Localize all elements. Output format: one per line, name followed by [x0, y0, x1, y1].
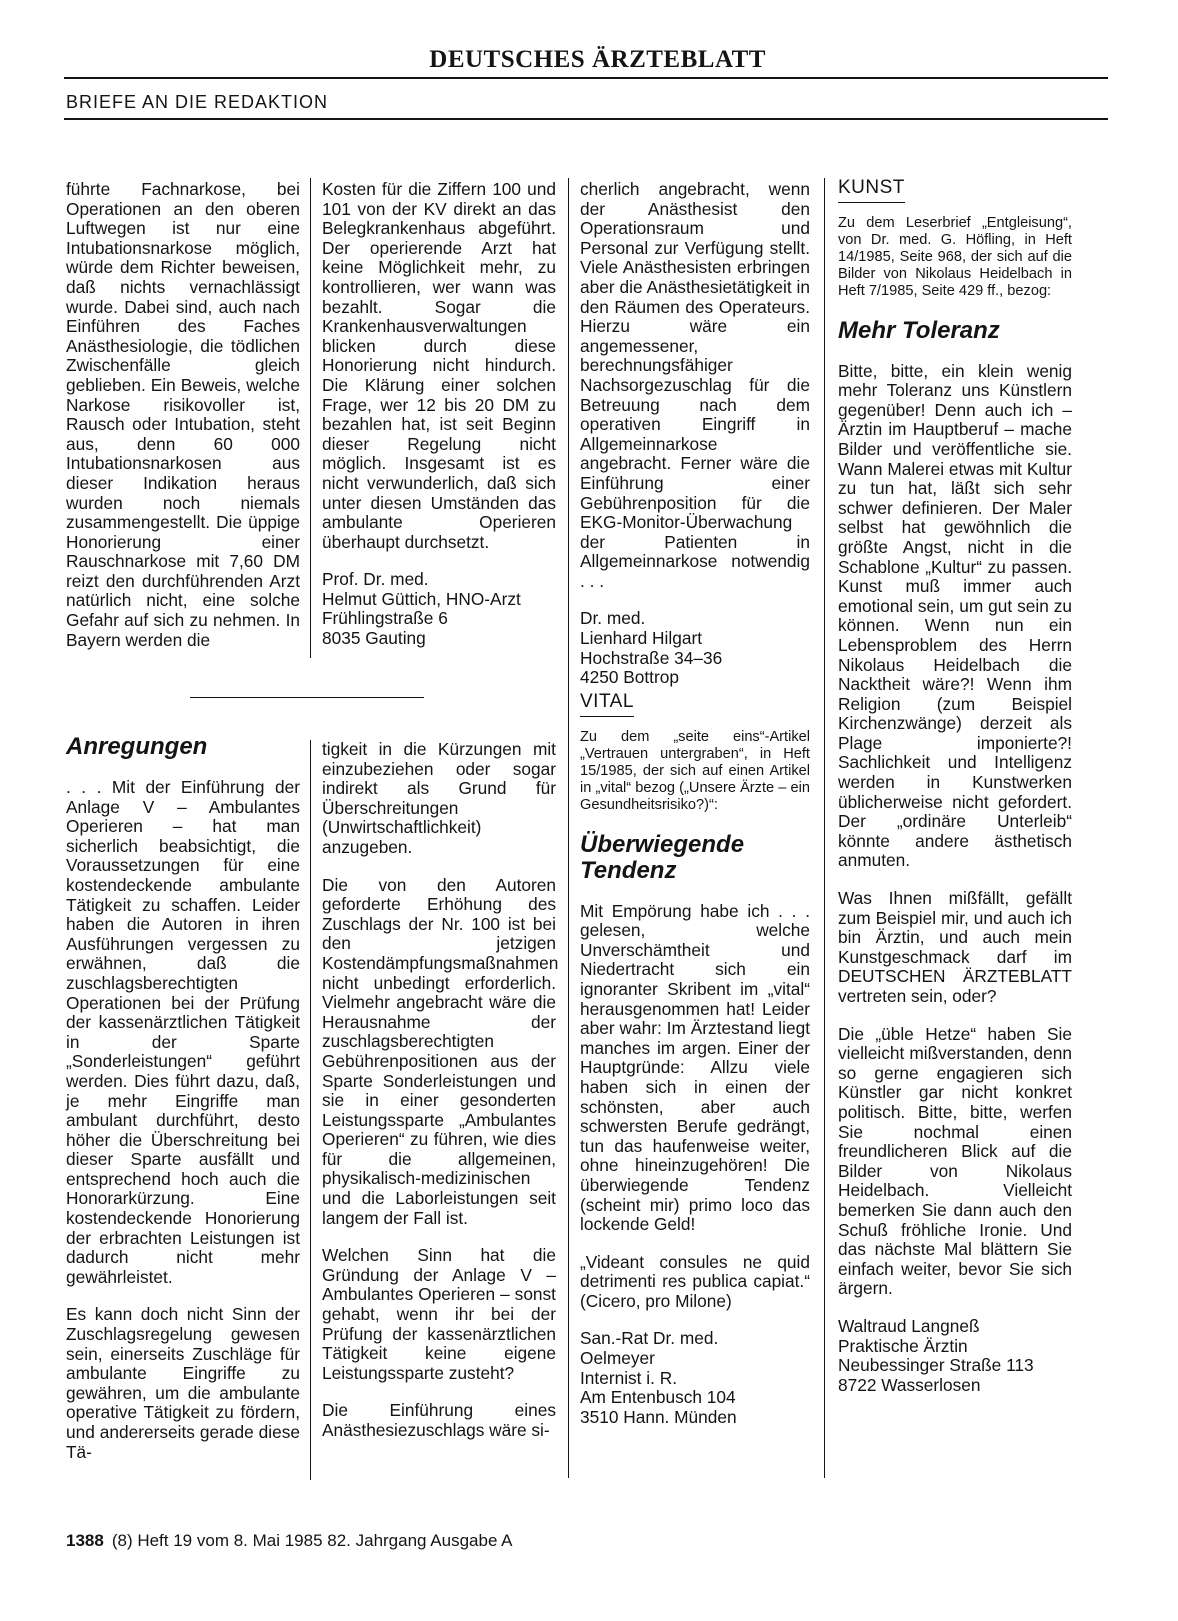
intro-kunst: Zu dem Leserbrief „Entgleisung“, von Dr. med. G. Höfling, in Heft 14/1985, Seite 968, der sich auf die Bilder von Nikolaus Heidelbach in Heft 7/1985, Seite 429 ff., bezog: — [838, 214, 1072, 299]
column-1-top — [66, 180, 300, 668]
signature: San.-Rat Dr. med. Oelmeyer Internist i. R. Am Entenbusch 104 3510 Hann. Münden — [580, 1328, 737, 1427]
column-divider — [568, 178, 569, 1478]
column-divider — [310, 740, 311, 1480]
letter-vital: VITAL Zu dem „seite eins“-Artikel „Vertrauen untergraben“, in Heft 15/1985, der sich auf einen Artikel in „vital“ bezog („Unsere Ärzte – ein Gesundheitsrisiko?)“: Überwiegende Tendenz Mit Empörung habe ich . . . gelesen, welche Unverschämtheit und Niedertracht sich ein ignoranter Skribent im „vital“ herausgenommen hat! Leider aber wahr: Im Ärztestand liegt manches im argen. Einer der Hauptgründe: Allzu viele haben sich in einen der schönsten, aber auch schwersten Berufe gedrängt, tun das haufenweise weiter, ohne hineinzugehören! Die überwiegende Tendenz (scheint mir) primo loco das lockende Geld! „Videant consules ne quid detrimenti res publica capiat.“ (Cicero, pro Milone) San.-Rat Dr. med. Oelmeyer Internist i. R. Am Entenbusch 104 3510 Hann. Münden — [580, 691, 810, 1427]
intro-vital: Zu dem „seite eins“-Artikel „Vertrauen untergraben“, in Heft 15/1985, der sich auf einen Artikel in „vital“ bezog („Unsere Ärzte – ein Gesundheitsrisiko?)“: — [580, 728, 810, 813]
masthead-rule — [64, 77, 1108, 79]
letter-kunst: KUNST Zu dem Leserbrief „Entgleisung“, von Dr. med. G. Höfling, in Heft 14/1985, Seite 968, der sich auf die Bilder von Nikolaus Heidelbach in Heft 7/1985, Seite 429 ff., bezog: Mehr Toleranz Bitte, bitte, ein klein wenig mehr Toleranz uns Künstlern gegenüber! Denn auch ich – Ärztin im Hauptberuf – mache Bilder und veröffentliche sie. Wann Malerei etwas mit Kultur zu tun hat, läßt sich sehr schwer definieren. Der Maler selbst hat gewöhnlich die größte Angst, nicht in die Schablone „Kultur“ zu passen. Kunst muß immer auch emotional sein, um gut sein zu können. Wenn nun ein Lebensproblem des Herrn Nikolaus Heidelbach die Nacktheit wäre?! Wenn ihm Religion (zum Beispiel Kirchenzwänge) derzeit als Plage imponierte?! Sachlichkeit und Intelligenz werden in Kunstwerken üblicherweise nicht gefordert. Der „ordinäre Unterleib“ könnte andere ästhetisch anmuten. Was Ihnen mißfällt, gefällt zum Beispiel mir, und auch ich bin Ärztin, und auch mein Kunstgeschmack darf im DEUTSCHEN ÄRZTEBLATT vertreten sein, oder? Die „üble Hetze“ haben Sie vielleicht mißverstanden, denn so gerne engagieren sich Künstler gar nicht konkret politisch. Bitte, bitte, werfen Sie nochmal einen freundlicheren Blick auf die Bilder von Nikolaus Heidelbach. Vielleicht bemerken Sie dann auch den Schuß fröhliche Ironie. Und das nächste Mal blättern Sie einfach weiter, bevor Sie sich ärgern. Waltraud Langneß Praktische Ärztin Neubessinger Straße 113 8722 Wasserlosen — [838, 177, 1072, 1395]
masthead-title: DEUTSCHES ÄRZTEBLATT — [429, 46, 766, 73]
headline-kunst: Mehr Toleranz — [838, 316, 1000, 344]
letter-text: cherlich angebracht, wenn der Anästhesist den Operationsraum und Personal zur Verfügung stellt. Viele Anästhesisten erbringen aber die Anästhesietätigkeit in den Räumen des Operateurs. Hierzu wäre ein angemessener, berechnungsfähiger Nachsorgezuschlag für die Betreuung nach dem operativen Eingriff in Allgemeinnarkose angebracht. Ferner wäre die Einführung einer Gebührenposition für die EKG-Monitor-Überwachung der Patienten in Allgemeinnarkose notwendig . . . — [580, 179, 810, 591]
letter-separator — [190, 697, 424, 698]
issue-info: (8) Heft 19 vom 8. Mai 1985 82. Jahrgang Ausgabe A — [111, 1531, 513, 1550]
page-number: 1388 — [66, 1531, 104, 1550]
kicker-kunst: KUNST — [838, 178, 905, 203]
column-2-top — [322, 180, 556, 649]
quote: „Videant consules ne quid detrimenti res publica capiat.“ (Cicero, pro Milone) — [580, 1251, 810, 1311]
column-divider — [310, 178, 311, 658]
section-title: BRIEFE AN DIE REDAKTION — [66, 92, 329, 112]
section-rule — [64, 118, 1108, 120]
column-divider — [824, 178, 825, 1478]
kicker-vital: VITAL — [580, 692, 634, 717]
headline-vital: Überwiegende Tendenz — [580, 830, 745, 884]
page-footer — [66, 1531, 513, 1551]
signature: Waltraud Langneß Praktische Ärztin Neubessinger Straße 113 8722 Wasserlosen — [838, 1315, 1034, 1395]
signature: Prof. Dr. med. Helmut Güttich, HNO-Arzt Frühlingstraße 6 8035 Gauting — [322, 569, 521, 649]
letter-anregungen-col2: tigkeit in die Kürzungen mit einzubeziehen oder sogar indirekt als Grund für Überschreitungen (Unwirtschaftlichkeit) anzugeben. Die von den Autoren geforderte Erhöhung des Zuschlags der Nr. 100 ist bei den jetzigen Kostendämpfungsmaßnahmen nicht unbedingt erforderlich. Vielmehr angebracht wäre die Herausnahme der zuschlagsberechtigten Gebührenpositionen aus der Sparte Sonderleistungen und sie in einer gesonderten Leistungssparte „Ambulantes Operieren“ zu führen, wie dies für die allgemeinen, physikalisch-medizinischen und die Laborleistungen seit langem der Fall ist. Welchen Sinn hat die Gründung der Anlage V – Ambulantes Operieren – sonst gehabt, wenn ihr bei der Prüfung der kassenärztlichen Tätigkeit keine eigene Leistungssparte zusteht? Die Einführung eines Anästhesiezuschlags wäre si- — [322, 739, 559, 1440]
signature: Dr. med. Lienhard Hilgart Hochstraße 34–36 4250 Bottrop — [580, 608, 723, 688]
masthead — [64, 46, 1106, 74]
column-3-top — [580, 180, 810, 688]
headline-anregungen: Anregungen — [66, 733, 208, 760]
letter-anregungen-col1: Anregungen . . . Mit der Einführung der Anlage V – Ambulantes Operieren – hat man sicherlich beabsichtigt, die Voraussetzungen für eine kostendeckende ambulante Tätigkeit zu schaffen. Leider haben die Autoren in ihren Ausführungen vergessen zu erwähnen, daß die zuschlagsberechtigten Operationen bei der Prüfung der kassenärztlichen Tätigkeit in der Sparte „Sonderleistungen“ geführt werden. Dies führt dazu, daß, je mehr Eingriffe man ambulant durchführt, desto höher die Überschreitung bei dieser Sparte ausfällt und entsprechend hoch auch die Honorarkürzung. Eine kostendeckende Honorierung der erbrachten Leistungen ist dadurch nicht mehr gewährleistet. Es kann doch nicht Sinn der Zuschlagsregelung gewesen sein, einerseits Zuschläge für ambulante Eingriffe zu gewähren, um die ambulante operative Tätigkeit zu fördern, und andererseits gerade diese Tä- — [66, 733, 300, 1462]
letter-text: Kosten für die Ziffern 100 und 101 von der KV direkt an das Belegkrankenhaus abgeführt. Der operierende Arzt hat keine Möglichkeit mehr, zu kontrollieren, wer wann was bezahlt. Sogar die Krankenhausverwaltungen blicken durch diese Honorierung nicht hindurch. Die Klärung einer solchen Frage, wer 12 bis 20 DM zu bezahlen hat, ist seit Beginn dieser Regelung nicht möglich. Insgesamt ist es nicht verwunderlich, daß sich unter diesen Umständen das ambulante Operieren überhaupt durchsetzt. — [322, 179, 556, 552]
letter-continuation-text: führte Fachnarkose, bei Operationen an den oberen Luftwegen ist nur eine Intubationsnarkose möglich, würde dem Richter beweisen, daß nichts vernachlässigt wurde. Dabei sind, auch nach Einführen des Faches Anästhesiologie, die tödlichen Zwischenfälle gleich geblieben. Ein Beweis, welche Narkose risikovoller ist, Rausch oder Intubation, steht aus, denn 60 000 Intubationsnarkosen aus dieser Indikation heraus wurden noch niemals zusammengestellt. Die üppige Honorierung einer Rauschnarkose mit 7,60 DM reizt den durchführenden Arzt natürlich nicht, eine solche Gefahr auf sich zu nehmen. In Bayern werden die — [66, 179, 300, 650]
